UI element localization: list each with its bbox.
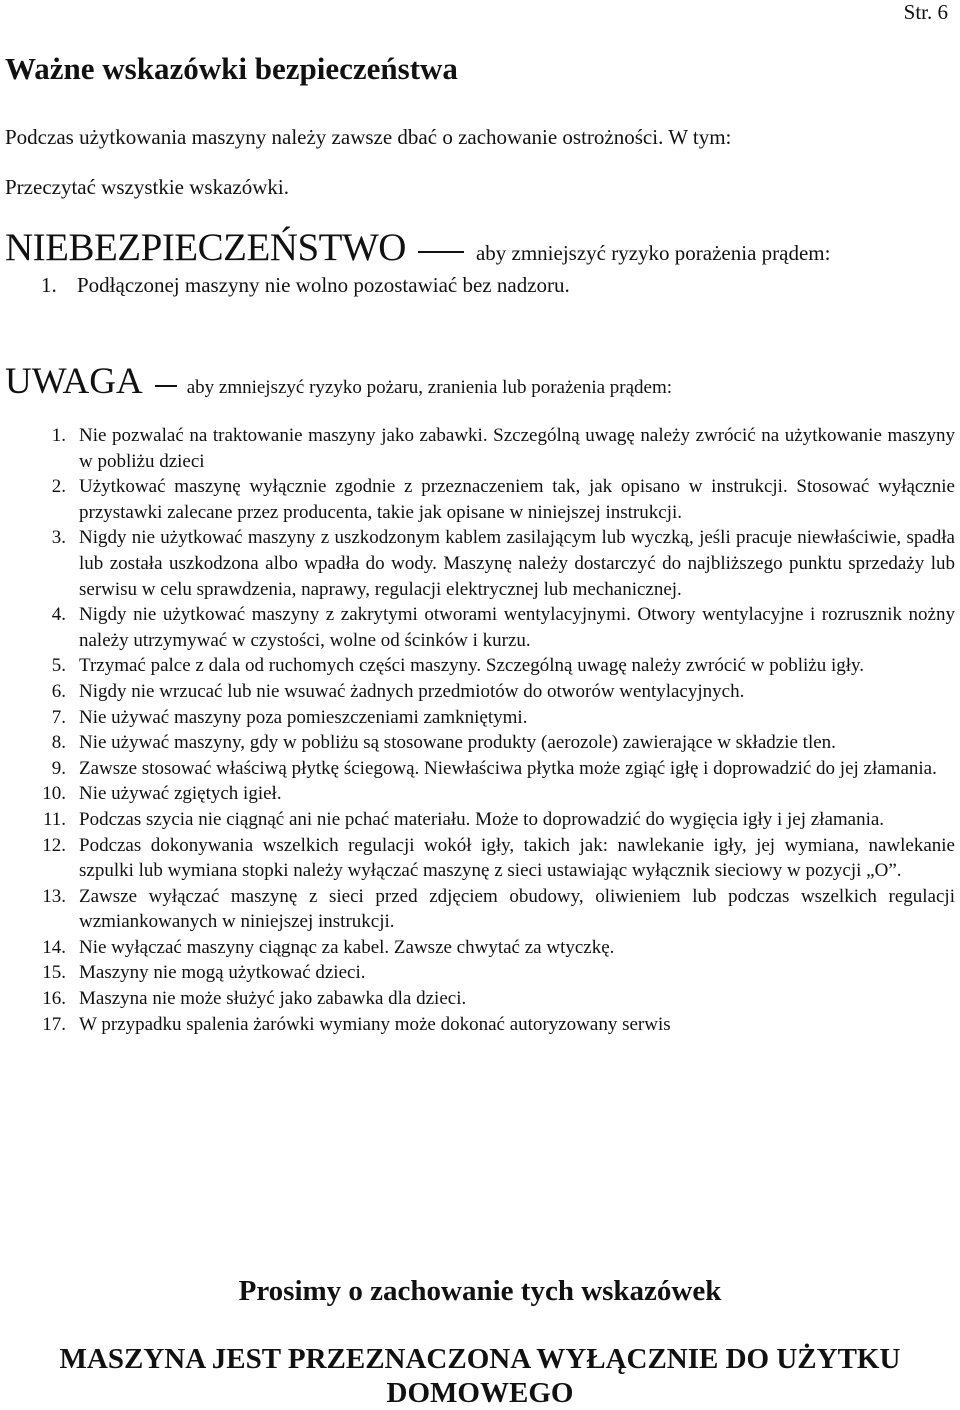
item-number: 3. (51, 527, 66, 549)
item-text: Nie używać maszyny poza pomieszczeniami zamkniętymi. (79, 706, 528, 728)
item-text: Nie używać zgiętych igieł. (79, 783, 282, 805)
item-number: 14. (42, 936, 66, 958)
item-text: W przypadku spalenia żarówki wymiany może dokonać autoryzowany serwis (79, 1013, 671, 1035)
item-number: 8. (51, 732, 66, 754)
item-number: 16. (42, 988, 66, 1010)
list-item (0, 833, 960, 884)
item-text: Zawsze wyłączać maszynę z sieci przed zdjęciem obudowy, oliwieniem lub podczas wszelkich regulacji wzmiankowanych w niniejszej instrukcji. (79, 885, 955, 933)
warning-label: UWAGA (5, 361, 143, 402)
household-use-notice: MASZYNA JEST PRZEZNACZONA WYŁĄCZNIE DO UŻYTKU DOMOWEGO (59, 1343, 901, 1409)
item-text: Podczas dokonywania wszelkich regulacji wokół igły, takich jak: nawlekanie igły, jej wymiana, nawlekanie szpulki lub wymiana stopki należy wyłączać maszynę z sieci ustawiając wyłącznik sieciowy w pozycji „O”. (79, 834, 955, 882)
dash-divider (418, 251, 464, 253)
list-item (0, 602, 960, 653)
item-text: Użytkować maszynę wyłącznie zgodnie z przeznaczeniem tak, jak opisano w instrukcji. Stosować wyłącznie przystawki zalecane przez producenta, takie jak opisane w niniejszej instrukcji. (79, 476, 955, 523)
page-title: Ważne wskazówki bezpieczeństwa (5, 51, 458, 86)
danger-item-number: 1. (41, 273, 57, 297)
item-text: Nie wyłączać maszyny ciągnąc za kabel. Zawsze chwytać za wtyczkę. (79, 936, 615, 958)
item-number: 13. (42, 885, 66, 907)
item-number: 4. (51, 604, 66, 626)
item-text: Trzymać palce z dala od ruchomych części maszyny. Szczególną uwagę należy zwrócić w pobliżu igły. (79, 655, 865, 677)
list-item (0, 1012, 960, 1038)
item-number: 15. (42, 962, 66, 984)
list-item (0, 935, 960, 961)
intro-instruction: Przeczytać wszystkie wskazówki. (5, 175, 289, 199)
list-item (0, 679, 960, 705)
item-text: Zawsze stosować właściwą płytkę ściegową. Niewłaściwa płytka może zgiąć igłę i doprowadzić do jej złamania. (79, 757, 937, 779)
list-item (0, 705, 960, 731)
list-item (0, 781, 960, 807)
item-number: 6. (51, 680, 66, 702)
item-number: 12. (42, 834, 66, 856)
item-text: Nigdy nie użytkować maszyny z uszkodzonym kablem zasilającym lub wyczką, jeśli pracuje niewłaściwie, spadła lub została uszkodzona albo wpadła do wody. Maszynę należy dostarczyć do najbliższego punktu sprzedaży lub serwisu w celu sprawdzenia, naprawy, regulacji elektrycznej lub mechanicznej. (79, 527, 955, 600)
safety-list (0, 423, 960, 1037)
item-text: Nigdy nie wrzucać lub nie wsuwać żadnych przedmiotów do otworów wentylacyjnych. (79, 680, 745, 702)
warning-text: aby zmniejszyć ryzyko pożaru, zranienia lub porażenia prądem: (186, 377, 673, 398)
intro-paragraph: Podczas użytkowania maszyny należy zawsze dbać o zachowanie ostrożności. W tym: (5, 125, 732, 149)
list-item (0, 960, 960, 986)
item-text: Nie używać maszyny, gdy w pobliżu są stosowane produkty (aerozole) zawierające w składzie tlen. (79, 732, 836, 754)
list-item (0, 986, 960, 1012)
list-item (0, 730, 960, 756)
page-number: Str. 6 (903, 0, 948, 24)
item-number: 17. (42, 1013, 66, 1035)
item-number: 10. (42, 783, 66, 805)
item-text: Maszyny nie mogą użytkować dzieci. (79, 962, 366, 984)
list-item (0, 474, 960, 525)
list-item (0, 756, 960, 782)
dash-divider (155, 385, 177, 387)
item-text: Nigdy nie użytkować maszyny z zakrytymi otworami wentylacyjnymi. Otwory wentylacyjne i rozrusznik nożny należy utrzymywać w czystości, wolne od ścinków i kurzu. (79, 604, 955, 651)
list-item (0, 525, 960, 602)
item-text: Maszyna nie może służyć jako zabawka dla dzieci. (79, 988, 467, 1010)
danger-text: aby zmniejszyć ryzyko porażenia prądem: (475, 241, 831, 265)
danger-item-text: Podłączonej maszyny nie wolno pozostawiać bez nadzoru. (77, 273, 570, 297)
list-item (0, 423, 960, 474)
item-number: 2. (51, 476, 66, 498)
closing-heading: Prosimy o zachowanie tych wskazówek (238, 1275, 722, 1307)
item-text: Podczas szycia nie ciągnąć ani nie pchać materiału. Może to doprowadzić do wygięcia igły i jej złamania. (79, 808, 885, 830)
item-number: 11. (42, 808, 66, 830)
warning-heading (5, 360, 672, 404)
list-item (0, 884, 960, 935)
item-number: 9. (51, 757, 66, 779)
list-item (0, 653, 960, 679)
item-number: 7. (51, 706, 66, 728)
list-item (0, 807, 960, 833)
item-text: Nie pozwalać na traktowanie maszyny jako zabawki. Szczególną uwagę należy zwrócić na użytkowanie maszyny w pobliżu dzieci (79, 425, 955, 472)
danger-label: NIEBEZPIECZEŃSTWO (5, 226, 406, 269)
danger-heading (5, 226, 830, 270)
item-number: 1. (51, 425, 66, 446)
item-number: 5. (51, 655, 66, 677)
